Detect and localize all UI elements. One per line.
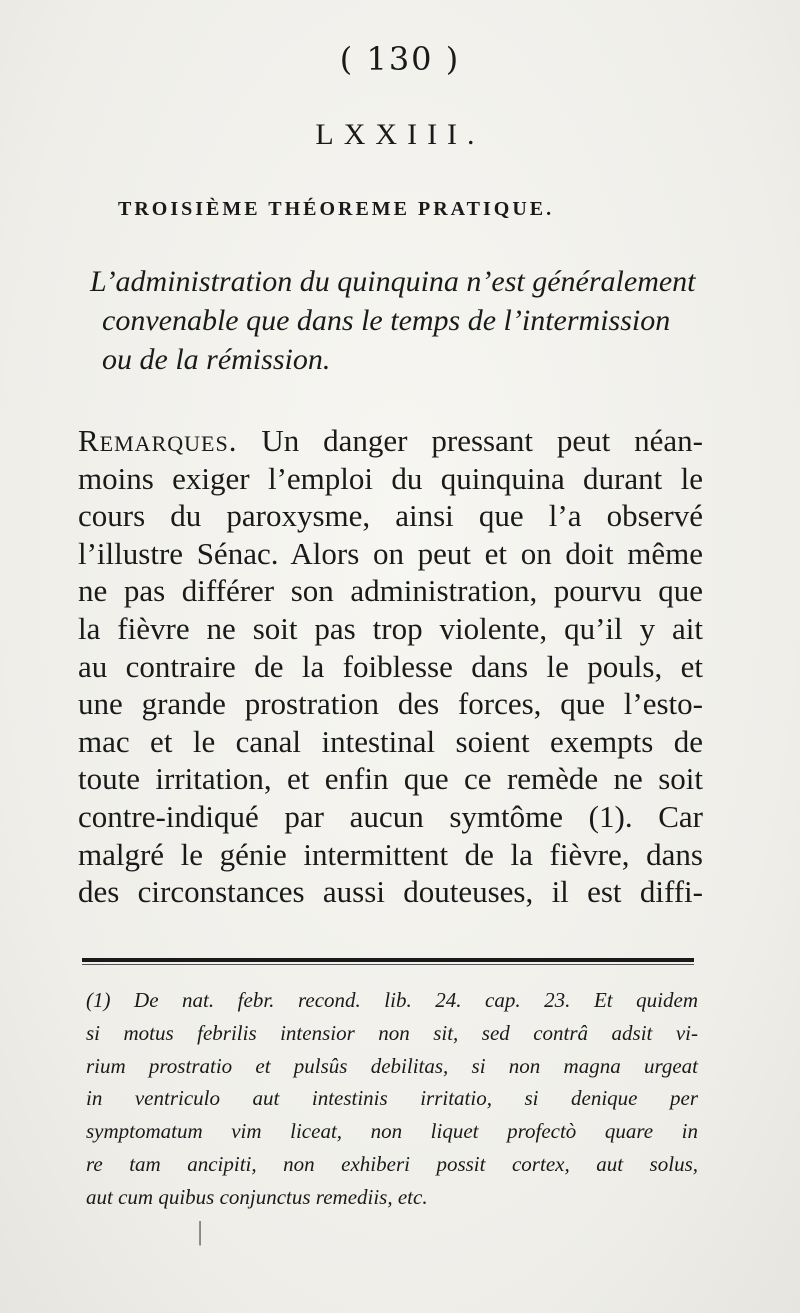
remarks-paragraph <box>78 422 703 911</box>
remarks-line: mac et le canal intestinal soient exempts de <box>78 723 703 759</box>
footnote-line: aut cum quibus conjunctus remediis, etc. <box>86 1184 428 1209</box>
footnote-line: rium prostratio et pulsûs debilitas, si non magna urgeat <box>86 1053 698 1078</box>
footnote-line: si motus febrilis intensior non sit, sed contrâ adsit vi- <box>86 1020 698 1045</box>
footnote-line: (1) De nat. febr. recond. lib. 24. cap. 23. Et quidem <box>86 988 698 1012</box>
remarks-line: une grande prostration des forces, que l’esto- <box>78 686 703 722</box>
footnote-line: symptomatum vim liceat, non liquet profectò quare in <box>86 1119 698 1144</box>
signature-mark: | <box>196 1218 205 1246</box>
footnote <box>86 984 698 1214</box>
footnote-rule-thin <box>82 964 694 965</box>
remarks-line: ne pas différer son administration, pourvu que <box>78 573 703 609</box>
remarks-line: Remarques. Un danger pressant peut néan- <box>78 423 703 458</box>
remarks-line: moins exiger l’emploi du quinquina durant le <box>78 460 703 496</box>
remarks-line: malgré le génie intermittent de la fièvre, dans <box>78 836 703 872</box>
remarks-line: des circonstances aussi douteuses, il est diffi- <box>78 874 703 910</box>
page-number: ( 130 ) <box>339 40 461 78</box>
remarks-line: toute irritation, et enfin que ce remède ne soit <box>78 761 703 797</box>
remarks-line: cours du paroxysme, ainsi que l’a observé <box>78 498 703 534</box>
footnote-rule <box>82 958 694 962</box>
section-number: LXXIII. <box>315 118 485 151</box>
remarks-label: Remarques. <box>78 423 238 458</box>
footnote-line: in ventriculo aut intestinis irritatio, si denique per <box>86 1086 698 1111</box>
remarks-line: contre-indiqué par aucun symtôme (1). Car <box>78 798 703 834</box>
remarks-line: la fièvre ne soit pas trop violente, qu’il y ait <box>78 610 703 646</box>
remarks-line: l’illustre Sénac. Alors on peut et on doit même <box>78 535 703 571</box>
remarks-line: au contraire de la foiblesse dans le pouls, et <box>78 648 703 684</box>
theorem-statement: L’administration du quinquina n’est généralement convenable que dans le temps de l’intermission ou de la rémission. <box>90 265 696 376</box>
footnote-line: re tam ancipiti, non exhiberi possit cortex, aut solus, <box>86 1151 698 1176</box>
section-heading: TROISIÈME THÉOREME PRATIQUE. <box>118 198 555 220</box>
